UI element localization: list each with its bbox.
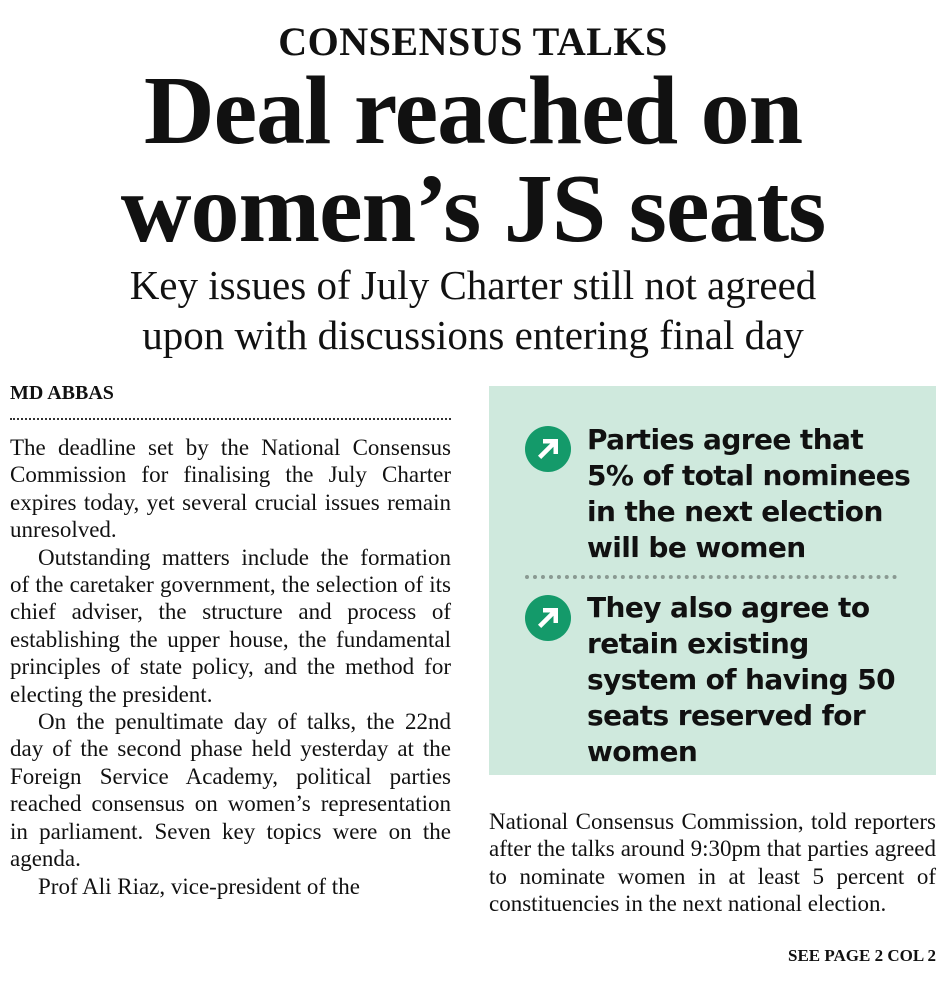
highlight-text: Parties agree that 5% of total nominees in the next election will be women [587,423,911,564]
kicker: CONSENSUS TALKS [278,19,668,64]
byline-divider [10,418,451,420]
continuation-jump-line[interactable]: SEE PAGE 2 COL 2 [788,946,936,965]
body-paragraph: Outstanding matters include the formation of the caretaker government, the selection of its chief adviser, the structure and process of establishing the upper house, the fundamental principles of state policy, and the method for electing the president. [10,544,451,707]
arrow-up-right-icon [525,426,571,472]
byline: MD ABBAS [10,382,114,404]
highlight-text: They also agree to retain existing system of having 50 seats reserved for women [587,591,896,768]
highlights-box [489,386,936,775]
deck-line-2: upon with discussions entering final day [142,312,804,358]
headline-line-1: Deal reached on [143,57,803,165]
body-paragraph: On the penultimate day of talks, the 22nd day of the second phase held yesterday at the Foreign Service Academy, political parties reached consensus on women’s representation in parliament. Seven key topics were on the agenda. [10,709,451,872]
arrow-up-right-icon [525,595,571,641]
body-paragraph: The deadline set by the National Consensus Commission for finalising the July Charter expires today, yet several crucial issues remain unresolved. [10,435,451,543]
deck [0,260,946,360]
body-paragraph: National Consensus Commission, told reporters after the talks around 9:30pm that parties agreed to nominate women in at least 5 percent of constituencies in the next national election. [489,809,936,917]
body-paragraph: Prof Ali Riaz, vice-president of the [38,873,360,899]
article-body-left-column [10,434,451,900]
deck-line-1: Key issues of July Charter still not agreed [129,262,817,308]
highlight-divider [525,575,897,579]
headline-line-2: women’s JS seats [120,155,826,263]
article-body-right-column [489,808,936,918]
headline [0,57,946,263]
